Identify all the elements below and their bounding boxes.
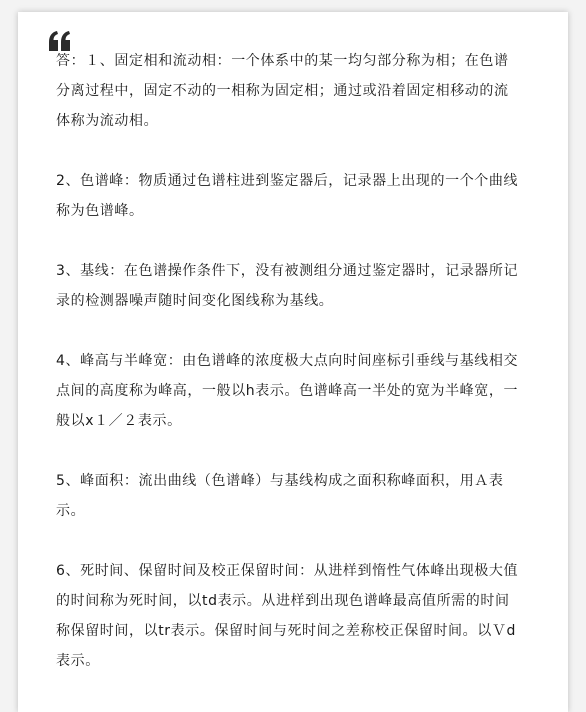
paragraph-3 [56, 256, 542, 316]
paragraph-line: 称为色谱峰。 [56, 203, 144, 219]
paragraph-line: 分离过程中，固定不动的一相称为固定相；通过或沿着固定相移动的流 [56, 83, 509, 99]
paragraph-2 [56, 166, 542, 226]
paragraph-4 [56, 346, 542, 436]
paragraph-line: 5、峰面积：流出曲线（色谱峰）与基线构成之面积称峰面积，用Ａ表 [56, 473, 504, 489]
paragraph-1 [56, 46, 542, 136]
paragraph-line: 的时间称为死时间，以td表示。从进样到出现色谱峰最高值所需的时间 [56, 593, 510, 609]
paragraph-line: 示。 [56, 503, 86, 519]
paragraph-6 [56, 556, 542, 676]
answer-content [56, 46, 542, 706]
paragraph-line: 6、死时间、保留时间及校正保留时间：从进样到惰性气体峰出现极大值 [56, 563, 519, 579]
paragraph-line: 表示。 [56, 653, 100, 669]
paragraph-5 [56, 466, 542, 526]
paragraph-line: 称保留时间，以tr表示。保留时间与死时间之差称校正保留时间。以Ｖd [56, 623, 516, 639]
paragraph-line: 体称为流动相。 [56, 113, 159, 129]
paragraph-line: 4、峰高与半峰宽：由色谱峰的浓度极大点向时间座标引垂线与基线相交 [56, 353, 519, 369]
paragraph-line: 答：１、固定相和流动相：一个体系中的某一均匀部分称为相；在色谱 [56, 53, 509, 69]
paragraph-line: 录的检测器噪声随时间变化图线称为基线。 [56, 293, 334, 309]
paragraph-line: 般以x１／２表示。 [56, 413, 182, 429]
paragraph-line: 3、基线：在色谱操作条件下，没有被测组分通过鉴定器时，记录器所记 [56, 263, 519, 279]
paragraph-line: 点间的高度称为峰高，一般以h表示。色谱峰高一半处的宽为半峰宽，一 [56, 383, 519, 399]
paragraph-line: 2、色谱峰：物质通过色谱柱进到鉴定器后，记录器上出现的一个个曲线 [56, 173, 519, 189]
